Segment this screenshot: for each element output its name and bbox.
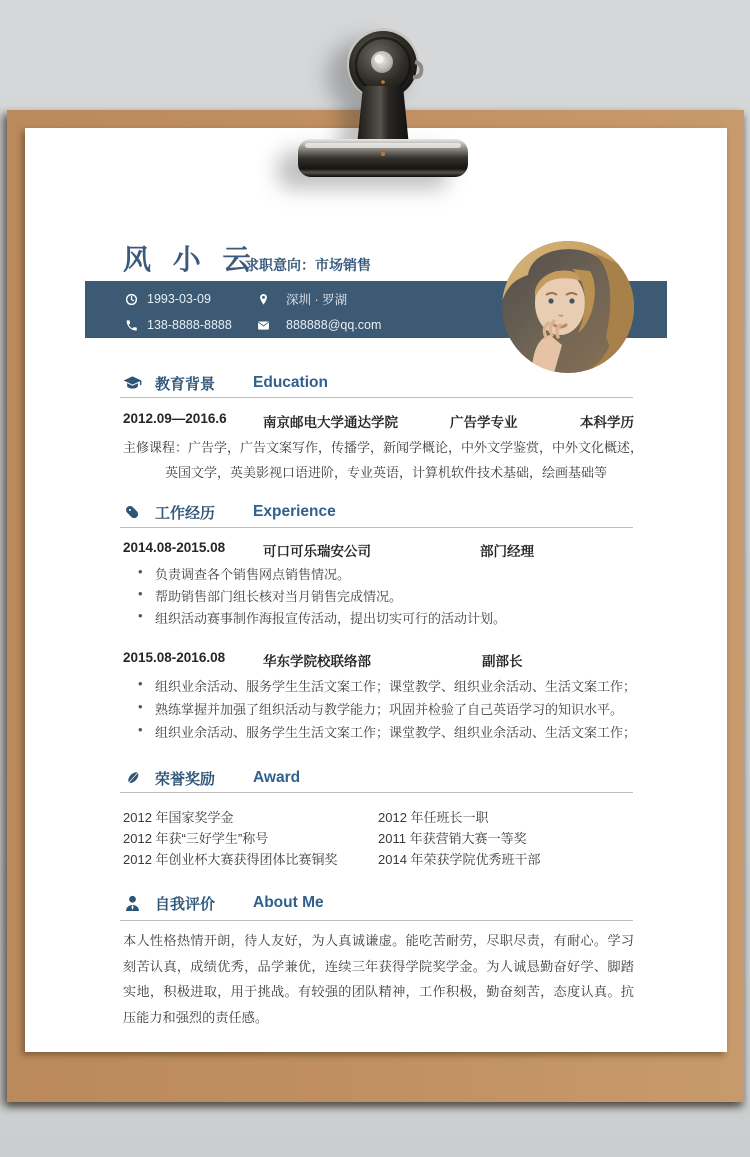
profile-photo	[502, 241, 634, 373]
clock-icon	[125, 293, 138, 306]
section-header-education	[123, 372, 328, 394]
job-bullet	[138, 699, 623, 718]
phone-field	[125, 316, 232, 334]
section-header-award	[123, 767, 300, 789]
job-period: 2015.08-2016.08	[123, 650, 226, 665]
section-divider	[120, 792, 633, 793]
job-bullet	[138, 676, 636, 695]
section-divider	[120, 920, 633, 921]
envelope-icon	[257, 319, 270, 332]
self-evaluation-text: 本人性格热情开朗，待人友好，为人真诚谦虚。能吃苦耐劳，尽职尽责，有耐心。学习刻苦认真，成绩优秀，品学兼优，连续三年获得学院奖学金。为人诚恳勤奋好学、脚踏实地，积极进取，用于挑战。有较强的团队精神，工作积极，勤奋刻苦，态度认真。抗压能力和强烈的责任感。	[123, 933, 634, 1025]
bullet-text: 帮助销售部门组长核对当月销售完成情况。	[155, 589, 403, 604]
binder-clip	[283, 14, 483, 194]
mouse-icon	[123, 503, 142, 522]
job-entry	[25, 650, 727, 668]
section-title-en: About Me	[253, 894, 324, 911]
award-item: 2012 年创业杯大赛获得团体比赛铜奖	[123, 852, 338, 867]
courses-line: 主修课程：广告学，广告文案写作，传播学，新闻学概论，中外文学鉴赏，中外文化概述，	[123, 440, 644, 455]
birthday-value: 1993-03-09	[147, 292, 211, 306]
job-bullet	[138, 564, 350, 583]
award-item: 2012 年获“三好学生”称号	[123, 831, 269, 846]
job-bullet	[138, 586, 402, 605]
person-icon	[123, 894, 142, 913]
phone-icon	[125, 319, 138, 332]
bullet-dot: •	[138, 722, 143, 737]
job-period: 2014.08-2015.08	[123, 540, 226, 555]
clip-glint	[381, 80, 385, 84]
job-role: 副部长	[482, 654, 523, 669]
bullet-text: 组织业余活动、服务学生生活文案工作；课堂教学、组织业余活动、生活文案工作；	[155, 725, 637, 740]
education-degree: 本科学历	[580, 415, 634, 430]
bullet-dot: •	[138, 608, 143, 623]
bullet-dot: •	[138, 676, 143, 691]
job-entry	[25, 540, 727, 558]
section-title-cn: 自我评价	[155, 895, 216, 913]
phone-value: 138-8888-8888	[147, 318, 232, 332]
bullet-text: 组织业余活动、服务学生生活文案工作；课堂教学、组织业余活动、生活文案工作；	[155, 679, 637, 694]
location-value: 深圳 · 罗湖	[286, 293, 348, 307]
job-role: 部门经理	[480, 544, 534, 559]
location-field	[257, 290, 347, 308]
email-value: 888888@qq.com	[286, 318, 382, 332]
section-title-cn: 工作经历	[155, 504, 216, 522]
bullet-text: 负责调查各个销售网点销售情况。	[155, 567, 351, 582]
section-header-experience	[123, 501, 336, 523]
bullet-dot: •	[138, 564, 143, 579]
portrait-illustration	[502, 241, 634, 373]
job-company: 可口可乐瑞安公司	[263, 544, 371, 559]
award-item: 2012 年国家奖学金	[123, 810, 234, 825]
job-company: 华东学院校联络部	[263, 654, 371, 669]
resume-paper	[25, 128, 727, 1052]
courses-line: 英国文学，英美影视口语进阶，专业英语，计算机软件技术基础，绘画基础等	[165, 465, 608, 480]
section-title-en: Education	[253, 374, 328, 391]
section-title-en: Experience	[253, 503, 336, 520]
education-school: 南京邮电大学通达学院	[263, 415, 398, 430]
email-field	[257, 316, 381, 334]
education-major: 广告学专业	[450, 415, 518, 430]
map-pin-icon	[257, 293, 270, 306]
clip-neck	[357, 86, 409, 146]
candidate-name: 风 小 云	[123, 244, 258, 275]
award-item: 2011 年获营销大赛一等奖	[378, 831, 527, 846]
section-divider	[120, 527, 633, 528]
bullet-text: 熟练掌握并加强了组织活动与教学能力；巩固并检验了自己英语学习的知识水平。	[155, 702, 624, 717]
birthday-field	[125, 290, 211, 308]
education-entry	[25, 411, 727, 429]
leaf-icon	[123, 769, 142, 788]
job-bullet	[138, 608, 506, 627]
section-header-about	[123, 892, 324, 914]
award-item: 2014 年荣获学院优秀班干部	[378, 852, 541, 867]
job-intention: 求职意向：市场销售	[245, 257, 371, 273]
job-bullet	[138, 722, 636, 741]
bullet-text: 组织活动赛事制作海报宣传活动，提出切实可行的活动计划。	[155, 611, 507, 626]
section-title-cn: 荣誉奖励	[155, 770, 216, 788]
award-item: 2012 年任班长一职	[378, 810, 489, 825]
bullet-dot: •	[138, 699, 143, 714]
education-period: 2012.09—2016.6	[123, 411, 227, 426]
bullet-dot: •	[138, 586, 143, 601]
graduation-cap-icon	[123, 374, 142, 393]
section-title-en: Award	[253, 769, 301, 786]
section-title-cn: 教育背景	[155, 375, 216, 393]
section-divider	[120, 397, 633, 398]
